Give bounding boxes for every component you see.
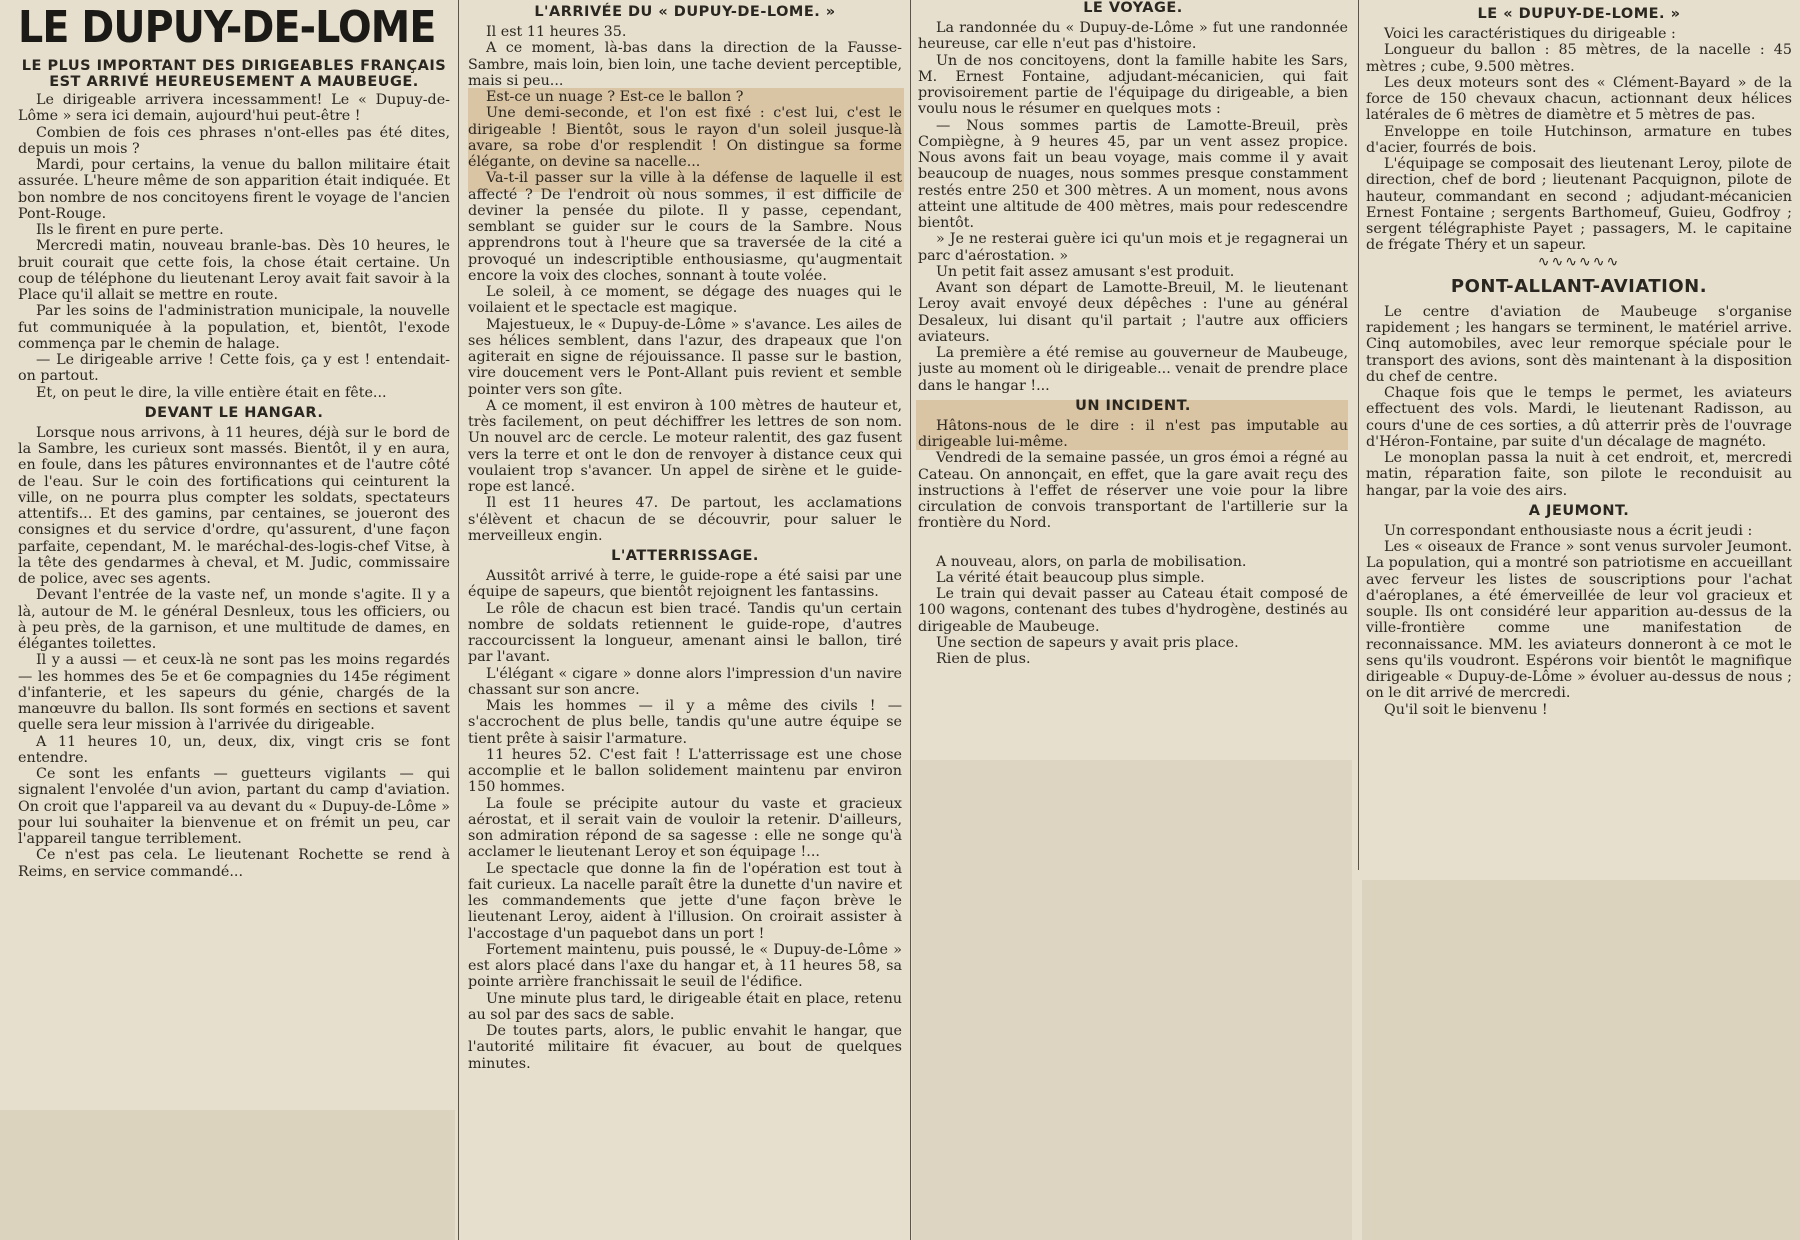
paragraph: Un petit fait assez amusant s'est produit. (936, 263, 1235, 280)
paragraph: Devant l'entrée de la vaste nef, un monde s'agite. Il y a là, autour de M. le général Desnleux, tous les officiers, ou à peu près, de la garnison, et une multitude de dames, en élégantes toilettes. (18, 587, 450, 652)
paragraph: Il y a aussi — et ceux-là ne sont pas les moins regardés — les hommes des 5e et 6e compagnies du 145e régiment d'infanterie, et les sapeurs du génie, chargés de la manœuvre du ballon. Ils sont formés en sections et savent quelle sera leur mission à l'arrivée du dirigeable. (18, 652, 450, 734)
paragraph: A ce moment, là-bas dans la direction de la Fausse-Sambre, mais loin, bien loin, une tache devient perceptible, mais si peu... (468, 40, 902, 89)
column-rule (1358, 0, 1359, 870)
section-heading-jeumont: A JEUMONT. (1528, 502, 1630, 519)
paragraph: Le train qui devait passer au Cateau était composé de 100 wagons, contenant des tubes d'hydrogène, destinés au dirigeable de Maubeuge. (918, 586, 1348, 635)
paragraph: Et, on peut le dire, la ville entière était en fête... (36, 384, 387, 401)
paragraph: Combien de fois ces phrases n'ont-elles pas été dites, depuis un mois ? (18, 124, 450, 157)
paragraph: Est-ce un nuage ? Est-ce le ballon ? (486, 89, 744, 105)
paragraph: Il est 11 heures 35. (486, 24, 627, 40)
paragraph: Mais les hommes — il y a même des civils ! — s'accrochent de plus belle, tandis qu'une autre équipe se tient prête à saisir l'armature. (468, 698, 902, 747)
paragraph: — Nous sommes partis de Lamotte-Breuil, près Compiègne, à 9 heures 45, par un vent assez propice. Nous avons fait un beau voyage, mais comme il y avait beaucoup de nuages, nous sommes presque constamment restés entre 250 et 300 mètres. A un moment, nous avons atteint une altitude de 400 mètres, mais pour redescendre bientôt. (918, 117, 1348, 231)
section-heading-hangar: DEVANT LE HANGAR. (144, 404, 324, 421)
paragraph-gap (918, 532, 1348, 554)
paragraph: Les deux moteurs sont des « Clément-Bayard » de la force de 150 chevaux chacun, actionnant deux hélices latérales de 6 mètres de diamètre et 5 mètres de pas. (1366, 74, 1792, 124)
column-3 (918, 0, 1348, 1240)
paragraph: Le soleil, à ce moment, se dégage des nuages qui le voilaient et le spectacle est magique. (468, 284, 902, 317)
column-rule (910, 0, 911, 1240)
paragraph: — Le dirigeable arrive ! Cette fois, ça y est ! entendait-on partout. (18, 352, 450, 385)
paragraph: Qu'il soit le bienvenu ! (1384, 701, 1548, 718)
paragraph: Avant son départ de Lamotte-Breuil, M. le lieutenant Leroy avait envoyé deux dépêches : l'une au général Desaleux, lui disant qu'il partait ; l'autre aux officiers aviateurs. (918, 280, 1348, 345)
paragraph: Le rôle de chacun est bien tracé. Tandis qu'un certain nombre de soldats retiennent le guide-rope, d'autres raccourcissent la longueur, amenant ainsi le ballon, tiré par l'avant. (468, 600, 902, 666)
paragraph: Le centre d'aviation de Maubeuge s'organise rapidement ; les hangars se terminent, le matériel arrive. Cinq automobiles, avec leur remorque spéciale pour le transport des avions, sont dès maintenant à la disposition du chef de centre. (1366, 303, 1792, 385)
paragraph: Le dirigeable arrivera incessamment! Le « Dupuy-de-Lôme » sera ici demain, aujourd'hui peut-être ! (18, 92, 450, 125)
paragraph: L'équipage se composait des lieutenant Leroy, pilote de direction, chef de bord ; lieutenant Pacquignon, pilote de hauteur, commandant en second ; adjudant-mécanicien Ernest Fontaine ; sergents Barthomeuf, Guieu, Godfroy ; sergent télégraphiste Payet ; passagers, M. le capitaine de frégate Théry et un sapeur. (1366, 156, 1792, 254)
section-heading-dupuy: LE « DUPUY-DE-LOME. » (1477, 6, 1681, 22)
paragraph: Hâtons-nous de le dire : il n'est pas imputable au dirigeable lui-même. (918, 417, 1348, 450)
paragraph: La première a été remise au gouverneur de Maubeuge, juste au moment où le dirigeable... venait de prendre place dans le hangar !... (918, 345, 1348, 394)
paragraph: A nouveau, alors, on parla de mobilisation. (936, 553, 1247, 570)
paragraph: La foule se précipite autour du vaste et gracieux aérostat, et il serait vain de vouloir la retenir. D'ailleurs, son admiration répond de sa sagesse : elle ne songe qu'à acclamer le lieutenant Leroy et son équipage !... (468, 795, 902, 861)
column-4 (1366, 0, 1792, 1240)
paragraph: Rien de plus. (936, 651, 1031, 667)
paragraph: Chaque fois que le temps le permet, les aviateurs effectuent des vols. Mardi, le lieutenant Radisson, au cours d'une de ces sorties, a dû atterrir près de l'ouvrage d'Héron-Fontaine, par suite d'un décalage de magnéto. (1366, 385, 1792, 450)
paragraph: A ce moment, il est environ à 100 mètres de hauteur et, très facilement, on peut déchiffrer les lettres de son nom. Un nouvel arc de cercle. Le moteur ralentit, des gaz fusent vers la terre et ont le don de renvoyer à distance ceux qui voulaient trop s'avancer. Un appel de sirène et le guide-rope est lancé. (468, 397, 902, 495)
paragraph: Une minute plus tard, le dirigeable était en place, retenu au sol par des sacs de sable. (468, 990, 902, 1023)
paragraph: Il est 11 heures 47. De partout, les acclamations s'élèvent et chacun de se découvrir, pour saluer le merveilleux engin. (468, 495, 902, 544)
paragraph: La vérité était beaucoup plus simple. (936, 569, 1205, 586)
paragraph: 11 heures 52. C'est fait ! L'atterrissage est une chose accomplie et le ballon solidement maintenu par environ 150 hommes. (468, 746, 902, 796)
paragraph: La randonnée du « Dupuy-de-Lôme » fut une randonnée heureuse, car elle n'eut pas d'histoire. (918, 20, 1348, 53)
paragraph: Mardi, pour certains, la venue du ballon militaire était assurée. L'heure même de son apparition était indiquée. Et bon nombre de nos concitoyens firent le voyage de l'ancien Pont-Rouge. (18, 157, 450, 222)
paragraph: Majestueux, le « Dupuy-de-Lôme » s'avance. Les ailes de ses hélices semblent, dans l'azur, des drapeaux que l'on agiterait en signe de réjouissance. Il passe sur le bastion, vire doucement vers le Pont-Allant puis revient et semble pointer vers son gîte. (468, 316, 902, 398)
section-heading-pont-allant: PONT-ALLANT-AVIATION. (1450, 275, 1708, 297)
paragraph: A 11 heures 10, un, deux, dix, vingt cris se font entendre. (18, 733, 450, 766)
column-2 (468, 0, 902, 1240)
paragraph: Longueur du ballon : 85 mètres, de la nacelle : 45 mètres ; cube, 9.500 mètres. (1366, 42, 1792, 75)
masthead-title: LE DUPUY-DE-LOME (18, 2, 436, 53)
paragraph: Une section de sapeurs y avait pris place. (936, 634, 1239, 651)
paragraph: Un correspondant enthousiaste nous a écrit jeudi : (1384, 522, 1753, 539)
paragraph: Vendredi de la semaine passée, un gros émoi a régné au Cateau. On annonçait, en effet, que la gare avait reçu des instructions à l'effet de réserver une voie pour la libre circulation de convois transportant de l'artillerie sur la frontière du Nord. (918, 450, 1348, 532)
paragraph: Un de nos concitoyens, dont la famille habite les Sars, M. Ernest Fontaine, adjudant-mécanicien, qui fait provisoirement partie de l'équipage du dirigeable, a bien voulu nous le résumer en quelques mots : (918, 52, 1348, 118)
paragraph: Le spectacle que donne la fin de l'opération est tout à fait curieux. La nacelle paraît être la dunette d'un navire et les commandements que jette d'une façon brève le lieutenant Leroy, aident à l'illusion. On croirait assister à l'accostage d'un paquebot dans un port ! (468, 860, 902, 942)
paragraph: Une demi-seconde, et l'on est fixé : c'est lui, c'est le dirigeable ! Bientôt, sous le rayon d'un soleil jusque-là avare, sa robe d'or resplendit ! On distingue sa forme élégante, on devine sa nacelle... (468, 105, 902, 170)
paragraph: Les « oiseaux de France » sont venus survoler Jeumont. La population, qui a montré son patriotisme en accueillant avec ferveur les listes de souscriptions pour l'achat d'aéroplanes, a été émerveillée de leur vol gracieux et souple. Ils ont considéré leur apparition au-dessus de la ville-frontière comme une manifestation de reconnaissance. MM. les aviateurs donneront à ce mot le sens qu'ils voudront. Espérons voir bientôt le magnifique dirigeable « Dupuy-de-Lôme » évoluer au-dessus de nous ; on le dit arrivé de mercredi. (1366, 539, 1792, 702)
paragraph: L'élégant « cigare » donne alors l'impression d'un navire chassant sur son ancre. (468, 665, 902, 698)
paragraph: De toutes parts, alors, le public envahit le hangar, que l'autorité militaire fit évacuer, au bout de quelques minutes. (468, 1023, 902, 1072)
paragraph: Ce n'est pas cela. Le lieutenant Rochette se rend à Reims, en service commandé... (18, 847, 450, 880)
paragraph: Enveloppe en toile Hutchinson, armature en tubes d'acier, fourrés de bois. (1366, 123, 1792, 156)
paragraph: Par les soins de l'administration municipale, la nouvelle fut communiquée à la population, et, bientôt, l'exode commença par le chemin de halage. (18, 303, 450, 352)
paragraph: Le monoplan passa la nuit à cet endroit, et, mercredi matin, réparation faite, son pilote le reconduisit au hangar, par la voie des airs. (1366, 450, 1792, 499)
paragraph: Mercredi matin, nouveau branle-bas. Dès 10 heures, le bruit courait que cette fois, la chose était certaine. Un coup de téléphone du lieutenant Leroy avait fait savoir à la Place qu'il allait se mettre en route. (18, 238, 450, 303)
paragraph: Va-t-il passer sur la ville à la défense de laquelle il est affecté ? De l'endroit où nous sommes, il est difficile de deviner la pensée du pilote. Il y passe, cependant, semblant se guider sur le cours de la Sambre. Nous apprendrons tout à l'heure que sa traversée de la cité a provoqué un indescriptible enthousiasme, qu'augmentait encore la voix des cloches, sonnant à toute volée. (468, 170, 902, 284)
column-rule (458, 0, 459, 1240)
article-subtitle: LE PLUS IMPORTANT DES DIRIGEABLES FRANÇAIS EST ARRIVÉ HEUREUSEMENT A MAUBEUGE. (21, 58, 447, 90)
paragraph: Voici les caractéristiques du dirigeable : (1384, 26, 1676, 42)
paragraph: Aussitôt arrivé à terre, le guide-rope a été saisi par une équipe de sapeurs, que bientôt rejoignent les fantassins. (468, 568, 902, 601)
section-heading-atterrissage: L'ATTERRISSAGE. (611, 548, 759, 564)
paragraph: Ils le firent en pure perte. (36, 222, 224, 238)
section-heading-incident: UN INCIDENT. (1075, 397, 1191, 414)
ornament-divider: ∿∿∿∿∿∿ (1537, 253, 1621, 270)
paragraph: Ce sont les enfants — guetteurs vigilants — qui signalent l'envolée d'un avion, partant du camp d'aviation. On croit que l'appareil va au devant du « Dupuy-de-Lôme » pour lui souhaiter la bienvenue et on frémit un peu, car l'appareil tangue terriblement. (18, 766, 450, 847)
paragraph: » Je ne resterai guère ici qu'un mois et je regagnerai un parc d'aérostation. » (918, 231, 1348, 264)
paragraph: Fortement maintenu, puis poussé, le « Dupuy-de-Lôme » est alors placé dans l'axe du hangar et, à 11 heures 58, sa pointe arrière franchissait le seuil de l'édifice. (468, 941, 902, 991)
column-1 (18, 0, 450, 1240)
section-heading-arrivee: L'ARRIVÉE DU « DUPUY-DE-LOME. » (534, 4, 836, 20)
paragraph: Lorsque nous arrivons, à 11 heures, déjà sur le bord de la Sambre, les curieux sont massés. Bientôt, il y en aura, en foule, dans les pâtures environnantes et de l'autre côté de l'eau. Sur le coin des fortifications qui ceinturent la ville, on ne pourra plus compter les soldats, spectateurs attentifs... Et des gamins, par centaines, se joueront des consignes et du service d'ordre, qu'assurent, d'une façon parfaite, cependant, M. le maréchal-des-logis-chef Vitse, à la tête des gendarmes à cheval, et M. Judic, commissaire de police, avec ses agents. (18, 424, 450, 587)
section-heading-voyage: LE VOYAGE. (1083, 0, 1183, 16)
